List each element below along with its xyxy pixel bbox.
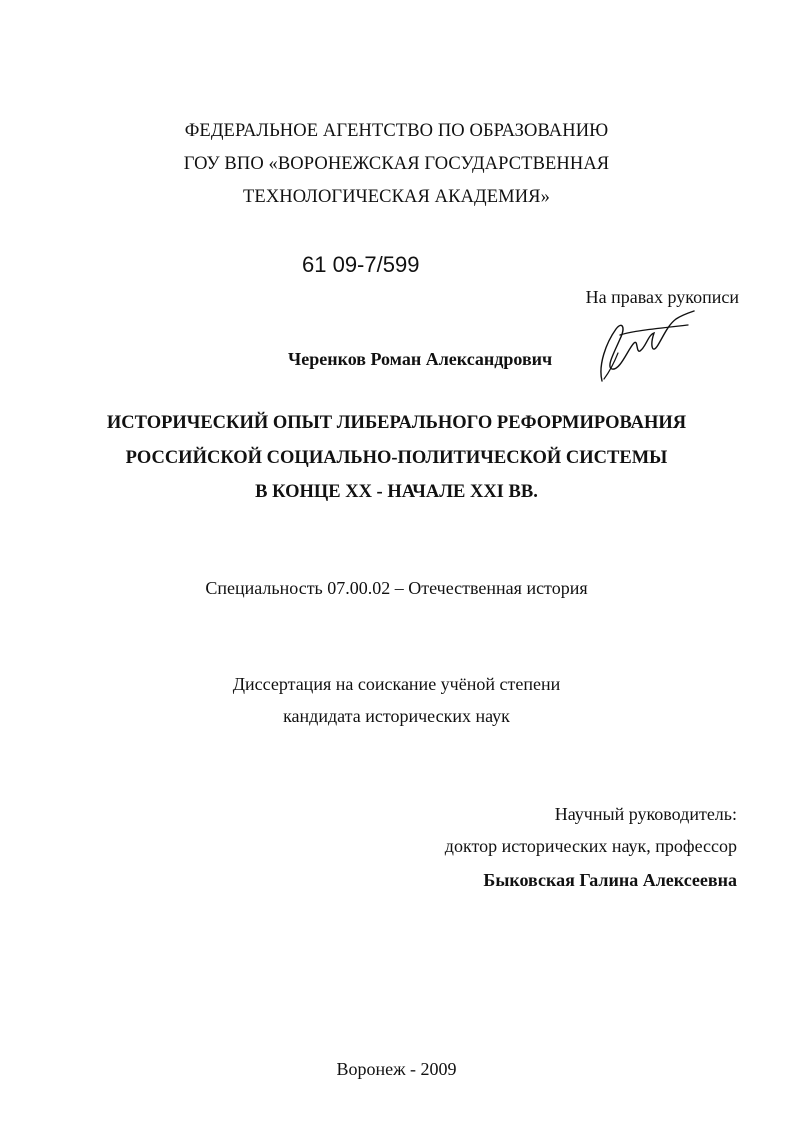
supervisor-name: Быковская Галина Алексеевна	[483, 870, 737, 890]
degree-line-2: кандидата исторических наук	[283, 706, 510, 726]
supervisor-label: Научный руководитель:	[554, 804, 737, 824]
author-name: Черенков Роман Александрович	[288, 349, 553, 369]
title-line-2: РОССИЙСКОЙ СОЦИАЛЬНО-ПОЛИТИЧЕСКОЙ СИСТЕМЫ	[125, 448, 668, 468]
manuscript-note: На правах рукописи	[585, 287, 739, 307]
supervisor-credentials: доктор исторических наук, профессор	[444, 836, 737, 856]
specialty: Специальность 07.00.02 – Отечественная история	[205, 578, 588, 598]
title-line-1: ИСТОРИЧЕСКИЙ ОПЫТ ЛИБЕРАЛЬНОГО РЕФОРМИРОВАНИЯ	[106, 413, 687, 433]
org-line-1: ФЕДЕРАЛЬНОЕ АГЕНТСТВО ПО ОБРАЗОВАНИЮ	[184, 121, 609, 141]
signature	[592, 305, 702, 387]
title-line-3: В КОНЦЕ XX - НАЧАЛЕ XXI ВВ.	[255, 482, 538, 502]
footer-city-year: Воронеж - 2009	[336, 1059, 457, 1079]
org-line-3: ТЕХНОЛОГИЧЕСКАЯ АКАДЕМИЯ»	[243, 187, 550, 207]
degree-line-1: Диссертация на соискание учёной степени	[232, 674, 561, 694]
catalog-number: 61 09-7/599	[302, 252, 420, 277]
org-line-2: ГОУ ВПО «ВОРОНЕЖСКАЯ ГОСУДАРСТВЕННАЯ	[183, 154, 610, 174]
